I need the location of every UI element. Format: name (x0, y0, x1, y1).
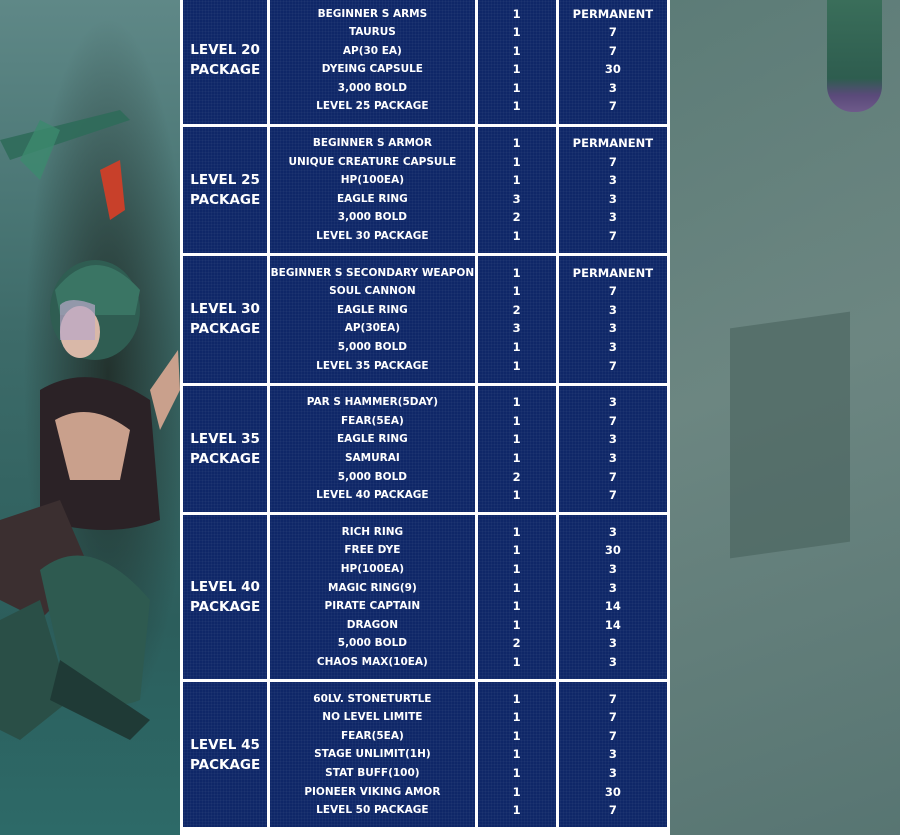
item-name: LEVEL 35 PACKAGE (316, 359, 429, 372)
item-duration: 14 (604, 617, 621, 632)
quantity-cell (478, 0, 556, 124)
item-duration: PERMANENT (572, 265, 654, 280)
package-rewards-table (180, 0, 670, 830)
item-duration: 7 (608, 284, 617, 299)
item-quantity: 3 (512, 321, 521, 336)
item-duration: 3 (608, 210, 617, 225)
item-quantity: 1 (512, 43, 521, 58)
item-duration: 7 (608, 728, 617, 743)
item-quantity: 1 (512, 358, 521, 373)
package-row (183, 0, 667, 124)
item-duration: PERMANENT (572, 6, 654, 21)
package-name-cell (183, 682, 267, 827)
item-quantity: 2 (512, 469, 521, 484)
quantity-cell (478, 127, 556, 254)
package-row (183, 386, 667, 513)
item-quantity: 1 (512, 488, 521, 503)
item-cell (270, 515, 474, 679)
item-quantity: 1 (512, 580, 521, 595)
item-name: PAR S HAMMER(5DAY) (306, 396, 438, 409)
item-duration: 7 (608, 229, 617, 244)
item-duration: 3 (608, 80, 617, 95)
item-quantity: 1 (512, 229, 521, 244)
item-duration: 30 (604, 543, 621, 558)
item-duration: 30 (604, 784, 621, 799)
item-name: 3,000 BOLD (337, 211, 407, 224)
item-name: FREE DYE (344, 544, 401, 557)
item-duration: 3 (608, 636, 617, 651)
item-quantity: 1 (512, 747, 521, 762)
item-quantity: 1 (512, 395, 521, 410)
item-name: 3,000 BOLD (337, 81, 407, 94)
item-name: 60LV. STONETURTLE (313, 692, 432, 705)
item-duration: 7 (608, 803, 617, 818)
quantity-cell (478, 682, 556, 827)
quantity-cell (478, 386, 556, 513)
package-row (183, 682, 667, 827)
item-cell (270, 127, 474, 254)
item-quantity: 1 (512, 728, 521, 743)
package-name-cell (183, 0, 267, 124)
item-quantity: 1 (512, 265, 521, 280)
item-duration: 7 (608, 25, 617, 40)
item-duration: 3 (608, 524, 617, 539)
package-name-text: PACKAGE (189, 599, 261, 616)
item-name: FEAR(5EA) (341, 414, 404, 427)
duration-cell (559, 386, 667, 513)
item-cell (270, 0, 474, 124)
package-name-text: PACKAGE (189, 756, 261, 773)
item-duration: 7 (608, 710, 617, 725)
item-duration: 30 (604, 62, 621, 77)
item-quantity: 1 (512, 710, 521, 725)
item-duration: 7 (608, 488, 617, 503)
duration-cell (559, 256, 667, 383)
item-duration: 3 (608, 340, 617, 355)
item-duration: 3 (608, 191, 617, 206)
item-quantity: 2 (512, 636, 521, 651)
item-quantity: 1 (512, 803, 521, 818)
item-quantity: 1 (512, 543, 521, 558)
item-name: MAGIC RING(9) (328, 581, 417, 594)
item-quantity: 3 (512, 191, 521, 206)
item-quantity: 2 (512, 210, 521, 225)
item-quantity: 1 (512, 62, 521, 77)
item-duration: 7 (608, 469, 617, 484)
item-name: EAGLE RING (336, 433, 408, 446)
item-quantity: 1 (512, 80, 521, 95)
item-duration: 3 (608, 173, 617, 188)
background-stone-block (730, 312, 850, 559)
item-quantity: 1 (512, 691, 521, 706)
item-duration: 3 (608, 302, 617, 317)
item-name: DYEING CAPSULE (321, 63, 423, 76)
background-right-scene (670, 0, 900, 835)
item-duration: 3 (608, 432, 617, 447)
item-name: LEVEL 25 PACKAGE (316, 100, 429, 113)
item-name: FEAR(5EA) (341, 729, 404, 742)
package-name-text: LEVEL 30 (190, 301, 260, 318)
item-cell (270, 386, 474, 513)
item-name: BEGINNER S ARMOR (312, 137, 432, 150)
package-name-cell (183, 386, 267, 513)
item-name: RICH RING (341, 525, 404, 538)
item-name: NO LEVEL LIMITE (322, 711, 423, 724)
item-duration: 7 (608, 99, 617, 114)
item-name: PIONEER VIKING AMOR (304, 785, 441, 798)
item-duration: 7 (608, 691, 617, 706)
item-name: HP(100EA) (340, 563, 405, 576)
item-name: SAMURAI (344, 452, 400, 465)
package-name-cell (183, 127, 267, 254)
item-quantity: 1 (512, 451, 521, 466)
item-name: HP(100EA) (340, 174, 405, 187)
item-name: AP(30 EA) (342, 44, 402, 57)
item-name: STAT BUFF(100) (325, 767, 420, 780)
item-duration: 3 (608, 321, 617, 336)
package-row (183, 127, 667, 254)
item-duration: 7 (608, 413, 617, 428)
duration-cell (559, 682, 667, 827)
item-quantity: 1 (512, 284, 521, 299)
item-duration: 7 (608, 43, 617, 58)
duration-cell (559, 0, 667, 124)
item-name: BEGINNER S ARMS (317, 7, 428, 20)
duration-cell (559, 515, 667, 679)
item-duration: 3 (608, 580, 617, 595)
item-name: AP(30EA) (344, 322, 401, 335)
package-name-text: PACKAGE (189, 451, 261, 468)
item-name: 5,000 BOLD (337, 341, 407, 354)
package-row (183, 256, 667, 383)
item-name: STAGE UNLIMIT(1H) (314, 748, 431, 761)
background-character-foot (827, 0, 882, 112)
warrior-character-image (0, 100, 180, 740)
item-duration: 3 (608, 451, 617, 466)
item-cell (270, 256, 474, 383)
package-row (183, 515, 667, 679)
duration-cell (559, 127, 667, 254)
item-name: 5,000 BOLD (337, 637, 407, 650)
package-name-cell (183, 256, 267, 383)
package-name-text: LEVEL 45 (190, 736, 260, 753)
item-quantity: 1 (512, 766, 521, 781)
item-duration: 7 (608, 358, 617, 373)
package-name-text: LEVEL 35 (190, 431, 260, 448)
package-table-container (180, 0, 670, 835)
item-quantity: 1 (512, 413, 521, 428)
item-name: DRAGON (346, 618, 399, 631)
item-quantity: 1 (512, 524, 521, 539)
package-name-text: LEVEL 20 (190, 42, 260, 59)
item-duration: 14 (604, 599, 621, 614)
item-quantity: 2 (512, 302, 521, 317)
item-cell (270, 682, 474, 827)
item-duration: 3 (608, 766, 617, 781)
item-name: LEVEL 30 PACKAGE (316, 230, 429, 243)
item-duration: 3 (608, 562, 617, 577)
package-name-text: LEVEL 25 (190, 171, 260, 188)
item-duration: 7 (608, 154, 617, 169)
item-name: UNIQUE CREATURE CAPSULE (288, 155, 457, 168)
item-quantity: 1 (512, 6, 521, 21)
item-quantity: 1 (512, 99, 521, 114)
item-name: BEGINNER S SECONDARY WEAPON (270, 266, 475, 279)
item-quantity: 1 (512, 340, 521, 355)
package-name-text: PACKAGE (189, 62, 261, 79)
item-quantity: 1 (512, 655, 521, 670)
quantity-cell (478, 515, 556, 679)
item-name: PIRATE CAPTAIN (324, 600, 421, 613)
item-name: EAGLE RING (336, 192, 408, 205)
item-name: SOUL CANNON (329, 285, 416, 298)
package-name-text: PACKAGE (189, 191, 261, 208)
item-quantity: 1 (512, 784, 521, 799)
item-duration: 3 (608, 395, 617, 410)
item-name: 5,000 BOLD (337, 470, 407, 483)
item-duration: 3 (608, 747, 617, 762)
item-quantity: 1 (512, 599, 521, 614)
item-name: TAURUS (348, 26, 396, 39)
package-name-cell (183, 515, 267, 679)
item-duration: PERMANENT (572, 136, 654, 151)
item-name: EAGLE RING (336, 303, 408, 316)
item-quantity: 1 (512, 173, 521, 188)
package-name-text: PACKAGE (189, 321, 261, 338)
item-quantity: 1 (512, 617, 521, 632)
quantity-cell (478, 256, 556, 383)
item-name: LEVEL 40 PACKAGE (316, 489, 429, 502)
item-quantity: 1 (512, 136, 521, 151)
item-name: LEVEL 50 PACKAGE (316, 804, 429, 817)
item-name: CHAOS MAX(10EA) (316, 656, 428, 669)
item-quantity: 1 (512, 154, 521, 169)
item-quantity: 1 (512, 432, 521, 447)
item-quantity: 1 (512, 562, 521, 577)
item-duration: 3 (608, 655, 617, 670)
item-quantity: 1 (512, 25, 521, 40)
package-name-text: LEVEL 40 (190, 579, 260, 596)
